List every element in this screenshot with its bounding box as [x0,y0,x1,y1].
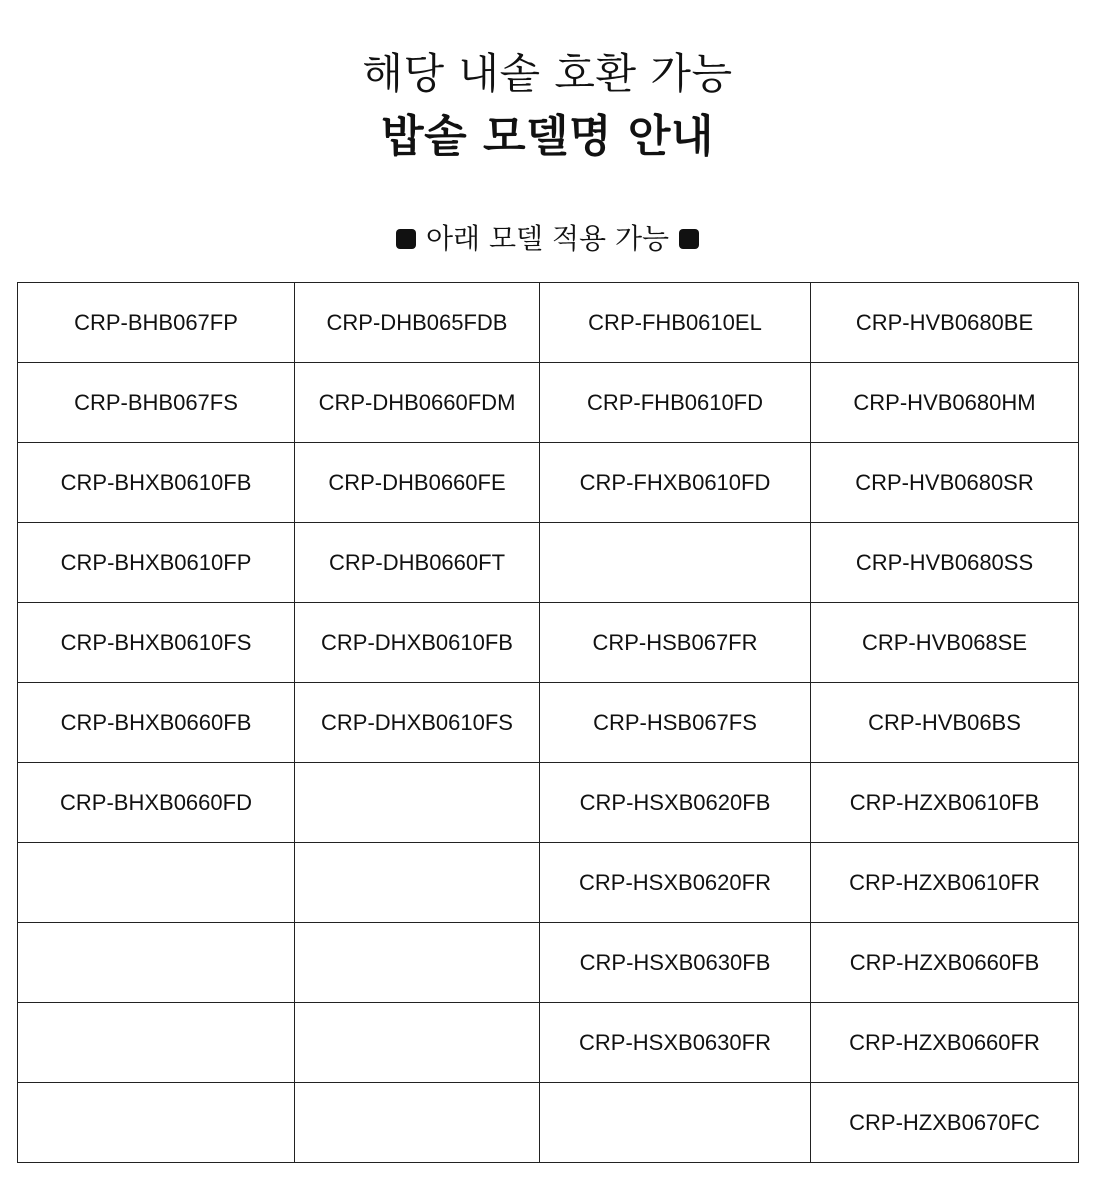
table-row [18,363,1079,443]
model-cell [295,1003,540,1083]
model-cell [540,523,811,603]
model-cell [540,1083,811,1163]
model-cell: CRP-HVB0680HM [811,363,1079,443]
model-cell: CRP-HSXB0630FB [540,923,811,1003]
model-cell: CRP-BHXB0660FD [18,763,295,843]
model-cell: CRP-FHXB0610FD [540,443,811,523]
model-cell: CRP-FHB0610FD [540,363,811,443]
table-row [18,843,1079,923]
model-cell: CRP-HZXB0610FB [811,763,1079,843]
model-cell: CRP-BHXB0610FB [18,443,295,523]
model-cell: CRP-HVB068SE [811,603,1079,683]
model-cell [295,843,540,923]
model-cell: CRP-BHB067FS [18,363,295,443]
table-row [18,603,1079,683]
model-cell [18,1003,295,1083]
table-row [18,683,1079,763]
model-cell: CRP-HVB0680SS [811,523,1079,603]
model-cell: CRP-DHXB0610FS [295,683,540,763]
model-cell: CRP-BHXB0610FP [18,523,295,603]
model-cell [295,763,540,843]
model-cell: CRP-HSB067FR [540,603,811,683]
model-cell [18,843,295,923]
model-cell: CRP-HVB0680SR [811,443,1079,523]
section-subtitle [0,218,1095,260]
table-row [18,1083,1079,1163]
model-cell: CRP-FHB0610EL [540,283,811,363]
model-cell: CRP-HVB06BS [811,683,1079,763]
model-cell [18,1083,295,1163]
page-title-line2: 밥솥 모델명 안내 [381,111,714,162]
model-cell: CRP-BHXB0660FB [18,683,295,763]
model-cell: CRP-HZXB0660FB [811,923,1079,1003]
model-cell: CRP-BHXB0610FS [18,603,295,683]
black-square-icon [679,229,699,249]
table-row [18,923,1079,1003]
model-cell: CRP-HSB067FS [540,683,811,763]
model-cell: CRP-HVB0680BE [811,283,1079,363]
model-cell: CRP-DHB0660FE [295,443,540,523]
model-cell: CRP-BHB067FP [18,283,295,363]
subtitle-text: 아래 모델 적용 가능 [425,222,670,255]
model-cell [295,923,540,1003]
model-cell: CRP-HSXB0620FR [540,843,811,923]
model-cell: CRP-DHB0660FT [295,523,540,603]
table-row [18,763,1079,843]
black-square-icon [396,229,416,249]
table-row [18,443,1079,523]
model-cell: CRP-DHB065FDB [295,283,540,363]
model-cell: CRP-HZXB0670FC [811,1083,1079,1163]
table-row [18,283,1079,363]
table-row [18,1003,1079,1083]
model-cell [18,923,295,1003]
table-row [18,523,1079,603]
model-cell: CRP-HSXB0630FR [540,1003,811,1083]
model-cell: CRP-HSXB0620FB [540,763,811,843]
model-cell: CRP-DHXB0610FB [295,603,540,683]
page-title-line1: 해당 내솥 호환 가능 [362,49,733,98]
model-table [17,282,1079,1163]
model-cell: CRP-HZXB0610FR [811,843,1079,923]
model-cell [295,1083,540,1163]
model-cell: CRP-DHB0660FDM [295,363,540,443]
model-cell: CRP-HZXB0660FR [811,1003,1079,1083]
